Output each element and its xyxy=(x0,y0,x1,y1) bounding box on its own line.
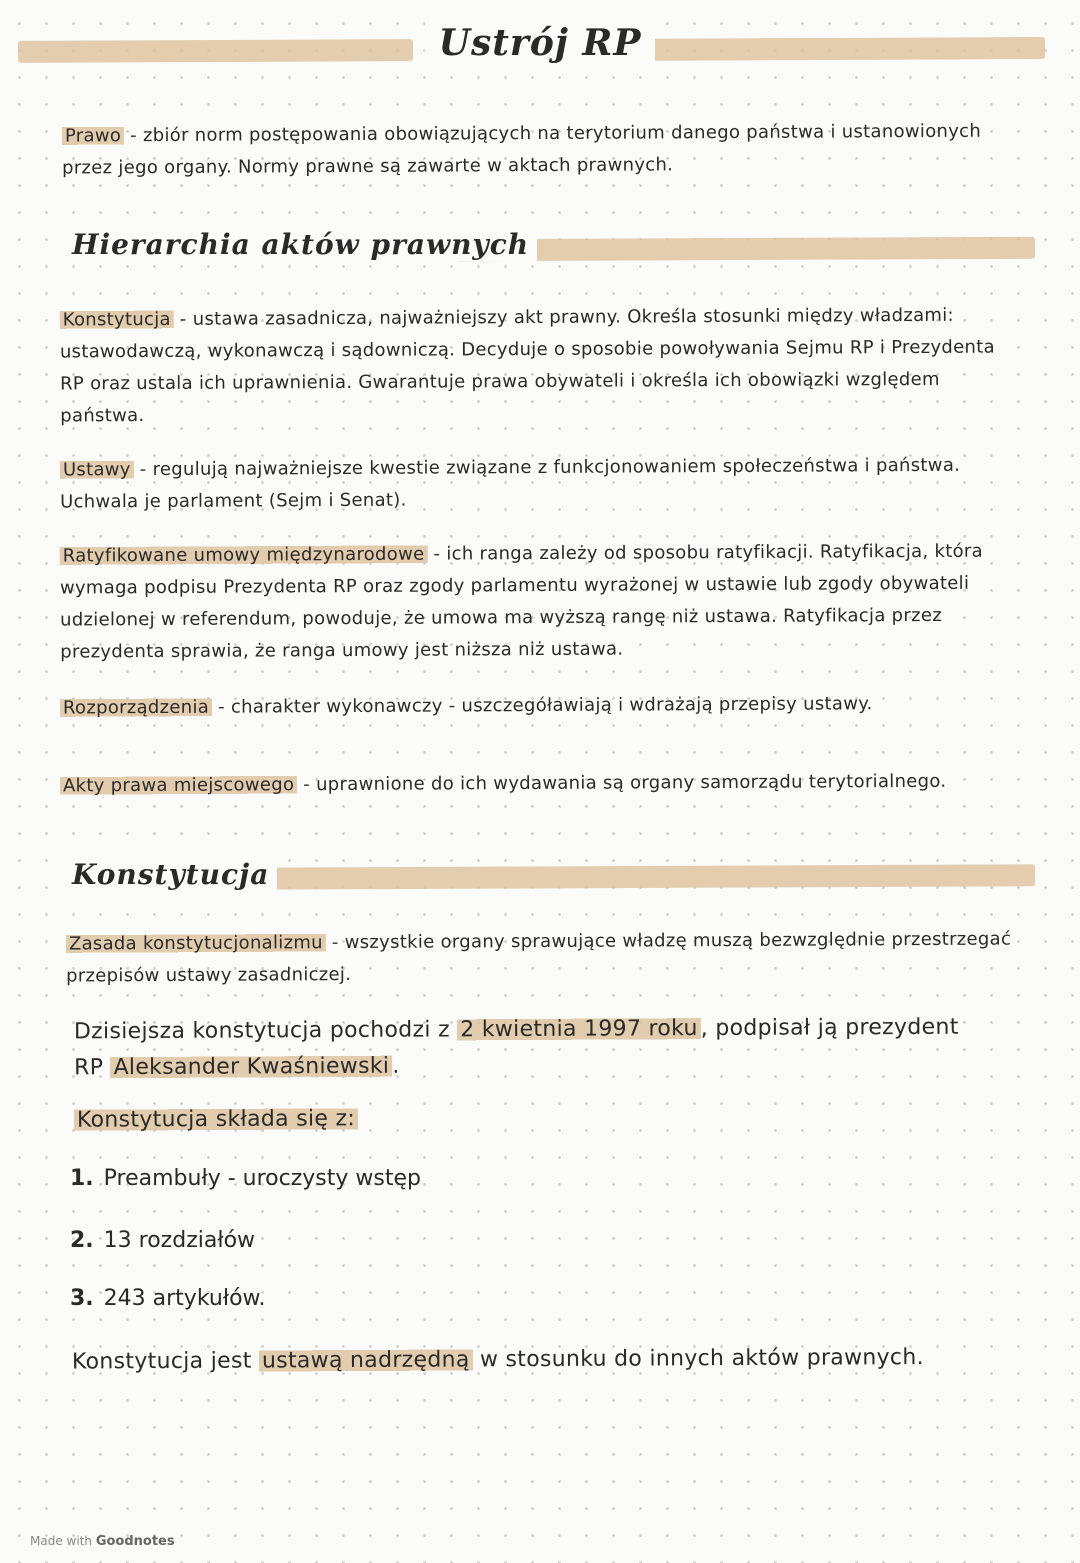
hierarchy-item-konstytucja xyxy=(60,300,1001,433)
hierarchy-text: - ustawa zasadnicza, najważniejszy akt prawny. Określa stosunki między władzami: ustawodawczą, wykonawczą i sądowniczą. Decyduje o sposobie powoływania Sejmu RP i Prezydenta RP oraz ustala ich uprawnienia. Gwarantuje prawa obywateli i określa ich obowiązki względem państwa. xyxy=(59,304,995,427)
intro-term: Prawo xyxy=(62,125,124,146)
hierarchy-text: - charakter wykonawczy - uszczegóławiają i wdrażają przepisy ustawy. xyxy=(212,693,873,718)
date-paragraph xyxy=(74,1010,974,1087)
parts-heading-text: Konstytucja składa się z: xyxy=(74,1106,358,1132)
watermark-brand: Goodnotes xyxy=(95,1534,175,1549)
list-item xyxy=(70,1228,255,1253)
parts-heading xyxy=(74,1101,358,1138)
list-item-number: 3. xyxy=(70,1286,94,1311)
list-item-text: Preambuły - uroczysty wstęp xyxy=(103,1166,421,1191)
date-text-after: . xyxy=(392,1053,400,1079)
person-highlight: Aleksander Kwaśniewski xyxy=(110,1054,392,1080)
closing-highlight: ustawą nadrzędną xyxy=(259,1347,473,1373)
list-item xyxy=(70,1286,266,1311)
hierarchy-item-akty xyxy=(60,766,980,803)
principle-paragraph xyxy=(66,923,1026,992)
date-text-before: Dzisiejsza konstytucja pochodzi z xyxy=(73,1017,458,1045)
intro-paragraph xyxy=(62,115,1022,184)
closing-paragraph xyxy=(72,1339,1032,1380)
list-item-text: 243 artykułów. xyxy=(103,1286,266,1311)
hierarchy-item-ustawy xyxy=(60,450,1000,519)
goodnotes-watermark xyxy=(30,1534,175,1549)
hierarchy-text: - uprawnione do ich wydawania są organy samorządu terytorialnego. xyxy=(297,770,947,796)
date-text-middle: , podpisał ją prezydent RP xyxy=(74,1014,959,1081)
principle-text: - wszystkie organy sprawujące władzę muszą bezwzględnie przestrzegać przepisów ustawy zasadniczej. xyxy=(66,928,1012,987)
hierarchy-term: Ratyfikowane umowy międzynarodowe xyxy=(60,544,428,567)
list-item-text: 13 rozdziałów xyxy=(103,1228,256,1253)
hierarchy-term: Ustawy xyxy=(60,459,134,480)
hierarchy-term: Konstytucja xyxy=(60,309,174,331)
hierarchy-term: Rozporządzenia xyxy=(60,697,212,719)
hierarchy-heading: Hierarchia aktów prawnych xyxy=(72,228,537,261)
watermark-prefix: Made with xyxy=(30,1534,92,1548)
page-title: Ustrój RP xyxy=(0,22,1080,64)
hierarchy-item-rozporzadzenia xyxy=(60,687,1020,724)
hierarchy-tape xyxy=(455,237,1035,262)
list-item xyxy=(70,1166,421,1191)
date-highlight: 2 kwietnia 1997 roku xyxy=(457,1016,701,1042)
closing-text-before: Konstytucja jest xyxy=(71,1348,260,1375)
list-item-number: 2. xyxy=(70,1228,94,1253)
intro-text: - zbiór norm postępowania obowiązujących na terytorium danego państwa i ustanowionych przez jego organy. Normy prawne są zawarte w aktach prawnych. xyxy=(62,120,982,179)
hierarchy-term: Akty prawa miejscowego xyxy=(60,774,297,796)
list-item-number: 1. xyxy=(70,1166,94,1191)
hierarchy-item-umowy xyxy=(60,535,1031,668)
constitution-heading: Konstytucja xyxy=(72,858,277,891)
closing-text-after: w stosunku do innych aktów prawnych. xyxy=(472,1345,924,1373)
constitution-tape xyxy=(240,864,1035,889)
hierarchy-text: - ich ranga zależy od sposobu ratyfikacji. Ratyfikacja, która wymaga podpisu Prezydenta RP oraz zgody parlamentu wyrażonej w ustawie lub zgody obywateli udzielonej w referendum, powoduje, że umowa ma wyższą rangę niż ustawa. Ratyfikacja przez prezydenta sprawia, że ranga umowy jest niższa niż ustawa. xyxy=(59,540,983,663)
hierarchy-text: - regulują najważniejsze kwestie związane z funkcjonowaniem społeczeństwa i państwa. Uchwala je parlament (Sejm i Senat). xyxy=(60,454,961,513)
principle-term: Zasada konstytucjonalizmu xyxy=(66,932,326,954)
